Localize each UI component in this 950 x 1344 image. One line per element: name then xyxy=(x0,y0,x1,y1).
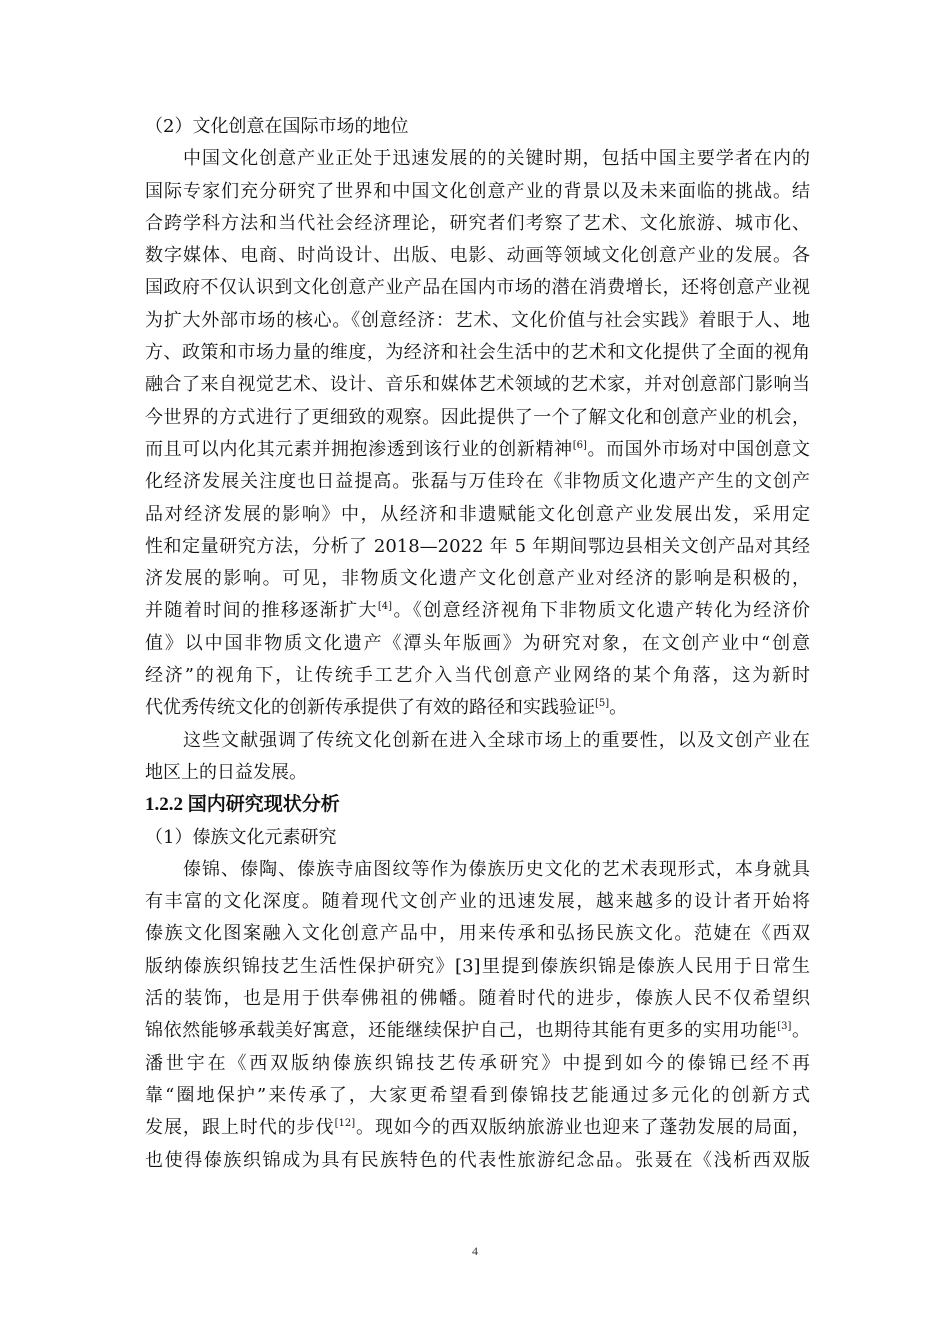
text-segment: 。而国外市场对中国创意文 xyxy=(586,438,810,460)
text-line xyxy=(145,1112,810,1144)
text-line: 这些文献强调了传统文化创新在进入全球市场上的重要性，以及文创产业在 xyxy=(183,729,810,751)
text-line: 地区上的日益发展。 xyxy=(145,761,307,783)
text-line: 国际专家们充分研究了世界和中国文化创意产业的背景以及未来面临的挑战。结 xyxy=(145,180,810,202)
text-line: 也使得傣族织锦成为具有民族特色的代表性旅游纪念品。张聂在《浅析西双版 xyxy=(145,1149,810,1171)
text-line xyxy=(145,1015,810,1047)
text-line: 靠“圈地保护”来传承了，大家更希望看到傣锦技艺能通过多元化的创新方式 xyxy=(145,1084,810,1106)
text-line: 潘世宇在《西双版纳傣族织锦技艺传承研究》中提到如今的傣锦已经不再 xyxy=(145,1052,810,1074)
text-line: 性和定量研究方法，分析了 2018—2022 年 5 年期间鄂边县相关文创产品对其经 xyxy=(145,535,810,557)
text-line: 数字媒体、电商、时尚设计、出版、电影、动画等领域文化创意产业的发展。各 xyxy=(145,245,810,267)
page-body xyxy=(145,111,810,1177)
citation-ref: [6] xyxy=(572,439,587,451)
text-line: 融合了来自视觉艺术、设计、音乐和媒体艺术领域的艺术家，并对创意部门影响当 xyxy=(145,374,810,396)
text-line: 为扩大外部市场的核心。《创意经济：艺术、文化价值与社会实践》着眼于人、地 xyxy=(145,309,810,331)
text-segment: 发展，跟上时代的步伐 xyxy=(145,1117,335,1139)
text-line: 品对经济发展的影响》中，从经济和非遗赋能文化创意产业发展出发，采用定 xyxy=(145,503,810,525)
text-line: 今世界的方式进行了更细致的观察。因此提供了一个了解文化和创意产业的机会， xyxy=(145,406,810,428)
paragraph-summary xyxy=(145,725,810,790)
text-segment: 。现如今的西双版纳旅游业也迎来了蓬勃发展的局面， xyxy=(355,1117,811,1139)
text-segment: 。《创意经济视角下非物质文化遗产转化为经济价 xyxy=(392,600,811,622)
text-line: 版纳傣族织锦技艺生活性保护研究》[3]里提到傣族织锦是傣族人民用于日常生 xyxy=(145,955,810,977)
text-line: 有丰富的文化深度。随着现代文创产业的迅速发展，越来越多的设计者开始将 xyxy=(145,891,810,913)
paragraph-dai-culture xyxy=(145,854,810,1177)
section-heading-international: （2）文化创意在国际市场的地位 xyxy=(145,116,409,137)
citation-ref: [3] xyxy=(777,1021,792,1033)
citation-ref: [4] xyxy=(377,601,393,613)
text-line: 化经济发展关注度也日益提高。张磊与万佳玲在《非物质文化遗产产生的文创产 xyxy=(145,471,810,493)
text-line: 经济”的视角下，让传统手工艺介入当代创意产业网络的某个角落，这为新时 xyxy=(145,665,810,687)
text-segment: 并随着时间的推移逐渐扩大 xyxy=(145,600,378,622)
text-line: 傣族文化图案融入文化创意产品中，用来传承和弘扬民族文化。范婕在《西双 xyxy=(145,923,810,945)
text-line xyxy=(145,692,810,724)
text-line: 活的装饰，也是用于供奉佛祖的佛幡。随着时代的进步，傣族人民不仅希望织 xyxy=(145,988,810,1010)
text-line xyxy=(145,434,810,466)
text-line: 中国文化创意产业正处于迅速发展的的关键时期，包括中国主要学者在内的 xyxy=(183,148,810,170)
section-heading-dai-culture: （1）傣族文化元素研究 xyxy=(145,826,337,848)
text-segment: 代优秀传统文化的创新传承提供了有效的路径和实践验证 xyxy=(145,697,595,719)
paragraph-international-market xyxy=(145,143,810,724)
subsection-heading-domestic: 1.2.2 国内研究现状分析 xyxy=(145,794,340,816)
text-line: 值》以中国非物质文化遗产《潭头年版画》为研究对象，在文创产业中“创意 xyxy=(145,632,810,654)
text-line xyxy=(145,595,810,627)
text-line: 合跨学科方法和当代社会经济理论，研究者们考察了艺术、文化旅游、城市化、 xyxy=(145,212,810,234)
text-line: 国政府不仅认识到文化创意产业产品在国内市场的潜在消费增长，还将创意产业视 xyxy=(145,277,810,299)
text-line: 傣锦、傣陶、傣族寺庙图纹等作为傣族历史文化的艺术表现形式，本身就具 xyxy=(183,858,810,880)
text-segment: 锦依然能够承载美好寓意，还能继续保护自己，也期待其能有更多的实用功能 xyxy=(145,1020,778,1042)
text-segment: 。 xyxy=(609,697,628,719)
citation-ref: [12] xyxy=(334,1118,356,1130)
text-segment: 。 xyxy=(791,1020,811,1042)
citation-ref: [5] xyxy=(595,698,610,710)
text-line: 济发展的影响。可见，非物质文化遗产文化创意产业对经济的影响是积极的， xyxy=(145,568,810,590)
text-segment: 而且可以内化其元素并拥抱渗透到该行业的创新精神 xyxy=(145,438,573,460)
text-line: 方、政策和市场力量的维度，为经济和社会生活中的艺术和文化提供了全面的视角 xyxy=(145,342,810,364)
page-number: 4 xyxy=(472,1244,478,1258)
